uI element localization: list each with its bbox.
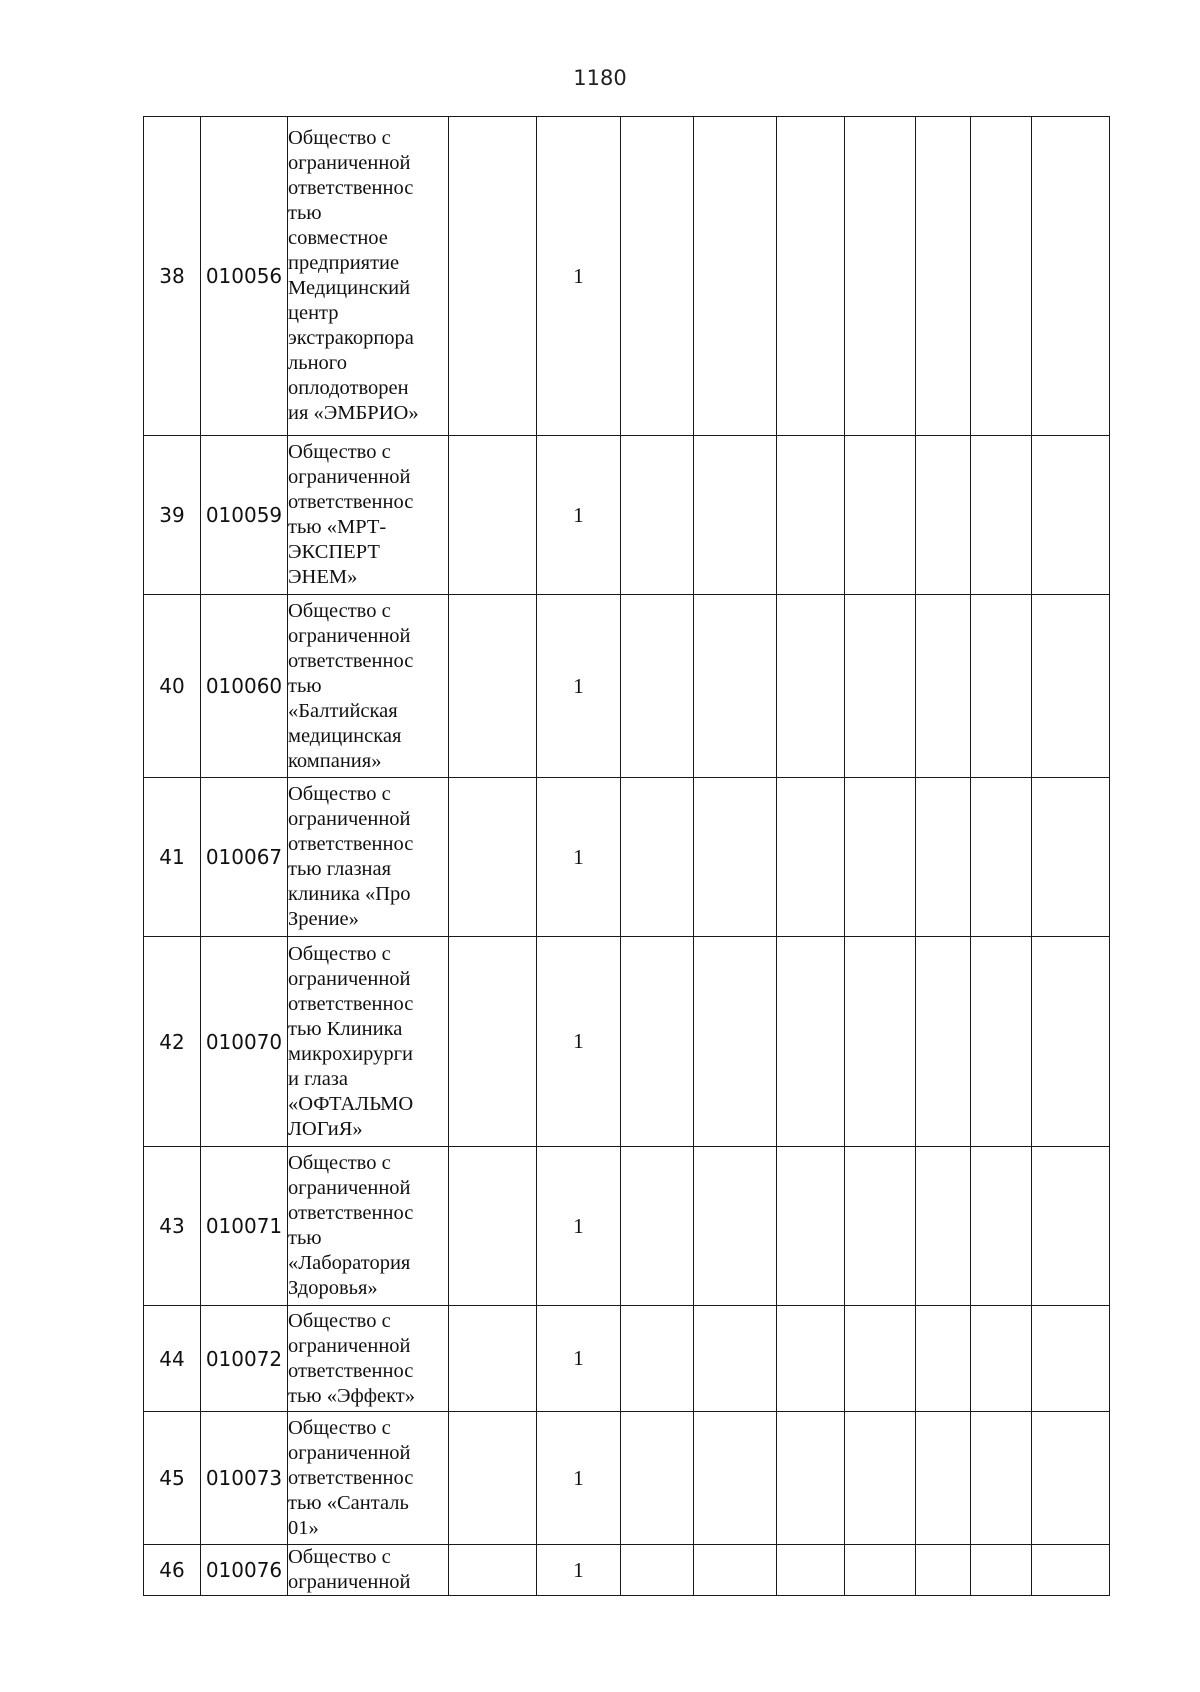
empty-cell (621, 117, 694, 436)
organization-name (288, 595, 449, 778)
empty-cell (621, 937, 694, 1147)
empty-cell (449, 1412, 537, 1545)
empty-cell (845, 1412, 916, 1545)
row-value: 1 (537, 1412, 621, 1545)
organization-name-line: ответственнос (288, 649, 414, 672)
organization-name-line: льного (288, 352, 347, 374)
organization-name (288, 1147, 449, 1306)
empty-cell (449, 1147, 537, 1306)
empty-cell (1032, 117, 1110, 436)
organization-name-line: Общество с (288, 127, 391, 149)
organization-name-line: ограниченной (288, 1441, 411, 1464)
empty-cell (845, 1545, 916, 1596)
organization-name-line: «Лаборатория (288, 1252, 411, 1274)
organization-name-line: Зрение» (288, 908, 359, 930)
table-row (144, 1147, 1110, 1306)
row-value: 1 (537, 1147, 621, 1306)
empty-cell (916, 937, 971, 1147)
empty-cell (916, 778, 971, 937)
row-number: 39 (144, 436, 201, 595)
empty-cell (694, 778, 777, 937)
organization-name-line: ответственнос (288, 1202, 414, 1224)
empty-cell (971, 937, 1032, 1147)
empty-cell (694, 1545, 777, 1596)
empty-cell (777, 117, 845, 436)
organization-name-line: ограниченной (288, 1334, 411, 1357)
organization-name-line: ограниченной (288, 967, 411, 990)
empty-cell (971, 1306, 1032, 1412)
organization-name-line: Здоровья» (288, 1277, 378, 1299)
empty-cell (694, 117, 777, 436)
empty-cell (916, 1545, 971, 1596)
empty-cell (845, 1306, 916, 1412)
row-code: 010072 (201, 1306, 288, 1412)
empty-cell (621, 1412, 694, 1545)
empty-cell (777, 1306, 845, 1412)
organization-name-line: Общество с (288, 1152, 391, 1174)
organization-name (288, 436, 449, 595)
empty-cell (777, 937, 845, 1147)
organization-name-line: «ОФТАЛЬМО (288, 1092, 414, 1115)
organization-name (288, 1412, 449, 1545)
organization-name-line: центр (288, 302, 339, 324)
empty-cell (449, 1545, 537, 1596)
row-code: 010073 (201, 1412, 288, 1545)
organization-name-line: ответственнос (288, 1359, 414, 1382)
empty-cell (1032, 937, 1110, 1147)
row-code: 010060 (201, 595, 288, 778)
organization-name (288, 117, 449, 436)
row-code: 010070 (201, 937, 288, 1147)
row-number: 46 (144, 1545, 201, 1596)
empty-cell (1032, 1306, 1110, 1412)
empty-cell (971, 436, 1032, 595)
empty-cell (916, 595, 971, 778)
row-number: 42 (144, 937, 201, 1147)
organization-name-line: Общество с (288, 441, 391, 463)
row-value: 1 (537, 778, 621, 937)
empty-cell (916, 1412, 971, 1545)
organization-name-line: ограниченной (288, 1571, 411, 1593)
empty-cell (777, 436, 845, 595)
organization-name-line: тью «Санталь (288, 1491, 409, 1514)
empty-cell (845, 937, 916, 1147)
organization-name-line: медицинская (288, 724, 402, 747)
row-number: 40 (144, 595, 201, 778)
organization-name-line: экстракорпора (288, 327, 414, 349)
organization-name (288, 778, 449, 937)
organization-name-line: Общество с (288, 599, 391, 622)
organization-name-line: тью «Эффект» (288, 1384, 415, 1407)
empty-cell (845, 117, 916, 436)
empty-cell (916, 1306, 971, 1412)
organization-name-line: ответственнос (288, 491, 414, 513)
empty-cell (621, 1545, 694, 1596)
organization-name-line: ЛОГиЯ» (288, 1117, 363, 1140)
table-row (144, 937, 1110, 1147)
empty-cell (971, 595, 1032, 778)
registry-table (143, 116, 1110, 1596)
row-number: 38 (144, 117, 201, 436)
empty-cell (1032, 778, 1110, 937)
empty-cell (971, 117, 1032, 436)
organization-name-line: Общество с (288, 942, 391, 965)
empty-cell (845, 595, 916, 778)
empty-cell (449, 117, 537, 436)
organization-name-line: компания» (288, 749, 382, 772)
registry-table-body (144, 117, 1110, 1596)
empty-cell (845, 1147, 916, 1306)
organization-name-line: ограниченной (288, 466, 411, 488)
empty-cell (777, 778, 845, 937)
empty-cell (449, 436, 537, 595)
organization-name-line: «Балтийская (288, 699, 398, 722)
empty-cell (1032, 1545, 1110, 1596)
organization-name-line: совместное (288, 227, 388, 249)
table-row (144, 436, 1110, 595)
row-value: 1 (537, 937, 621, 1147)
table-row (144, 595, 1110, 778)
organization-name-line: 01» (288, 1516, 319, 1539)
empty-cell (694, 436, 777, 595)
empty-cell (621, 436, 694, 595)
row-code: 010059 (201, 436, 288, 595)
empty-cell (449, 1306, 537, 1412)
table-row (144, 1306, 1110, 1412)
empty-cell (777, 1545, 845, 1596)
empty-cell (916, 1147, 971, 1306)
row-value: 1 (537, 436, 621, 595)
empty-cell (694, 1306, 777, 1412)
organization-name-line: микрохирурги (288, 1042, 413, 1065)
organization-name-line: ограниченной (288, 808, 411, 830)
organization-name-line: оплодотворен (288, 377, 409, 399)
row-number: 45 (144, 1412, 201, 1545)
row-number: 44 (144, 1306, 201, 1412)
organization-name-line: Общество с (288, 1416, 391, 1439)
organization-name-line: Общество с (288, 1546, 391, 1568)
row-code: 010071 (201, 1147, 288, 1306)
empty-cell (971, 1412, 1032, 1545)
empty-cell (694, 937, 777, 1147)
organization-name (288, 937, 449, 1147)
empty-cell (916, 117, 971, 436)
organization-name-line: Медицинский (288, 277, 411, 299)
row-value: 1 (537, 595, 621, 778)
organization-name-line: тью Клиника (288, 1017, 403, 1040)
organization-name-line: клиника «Про (288, 883, 411, 905)
empty-cell (777, 1147, 845, 1306)
empty-cell (694, 595, 777, 778)
organization-name-line: Общество с (288, 783, 391, 805)
empty-cell (1032, 1147, 1110, 1306)
empty-cell (845, 778, 916, 937)
empty-cell (777, 595, 845, 778)
organization-name (288, 1545, 449, 1596)
organization-name-line: ограниченной (288, 152, 411, 174)
organization-name-line: предприятие (288, 252, 400, 274)
row-number: 41 (144, 778, 201, 937)
empty-cell (621, 778, 694, 937)
organization-name-line: ограниченной (288, 624, 411, 647)
empty-cell (845, 436, 916, 595)
empty-cell (621, 1306, 694, 1412)
organization-name-line: тью глазная (288, 858, 392, 880)
empty-cell (621, 595, 694, 778)
empty-cell (916, 436, 971, 595)
empty-cell (777, 1412, 845, 1545)
organization-name-line: тью (288, 674, 322, 697)
organization-name-line: ответственнос (288, 177, 414, 199)
empty-cell (449, 778, 537, 937)
row-value: 1 (537, 117, 621, 436)
empty-cell (971, 1147, 1032, 1306)
empty-cell (971, 778, 1032, 937)
empty-cell (694, 1147, 777, 1306)
organization-name-line: ЭНЕМ» (288, 566, 358, 588)
empty-cell (621, 1147, 694, 1306)
organization-name-line: ответственнос (288, 833, 414, 855)
empty-cell (449, 937, 537, 1147)
organization-name-line: ЭКСПЕРТ (288, 541, 380, 563)
table-row (144, 1412, 1110, 1545)
organization-name-line: ия «ЭМБРИО» (288, 402, 419, 424)
organization-name-line: Общество с (288, 1309, 391, 1332)
organization-name-line: ответственнос (288, 1466, 414, 1489)
table-row (144, 1545, 1110, 1596)
organization-name-line: тью «МРТ- (288, 516, 387, 538)
empty-cell (971, 1545, 1032, 1596)
table-row (144, 778, 1110, 937)
empty-cell (1032, 1412, 1110, 1545)
row-code: 010067 (201, 778, 288, 937)
row-value: 1 (537, 1306, 621, 1412)
empty-cell (1032, 436, 1110, 595)
empty-cell (1032, 595, 1110, 778)
row-value: 1 (537, 1545, 621, 1596)
organization-name-line: тью (288, 202, 322, 224)
organization-name (288, 1306, 449, 1412)
organization-name-line: тью (288, 1227, 322, 1249)
row-code: 010076 (201, 1545, 288, 1596)
empty-cell (449, 595, 537, 778)
organization-name-line: ответственнос (288, 992, 414, 1015)
row-code: 010056 (201, 117, 288, 436)
row-number: 43 (144, 1147, 201, 1306)
page-number: 1180 (573, 66, 627, 90)
organization-name-line: и глаза (288, 1067, 348, 1090)
empty-cell (694, 1412, 777, 1545)
organization-name-line: ограниченной (288, 1177, 411, 1199)
table-row (144, 117, 1110, 436)
